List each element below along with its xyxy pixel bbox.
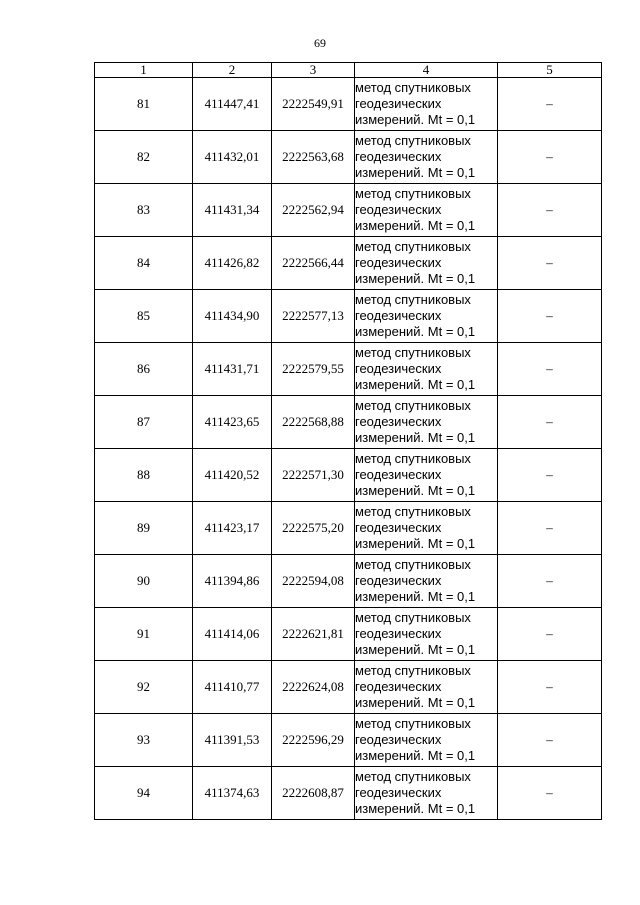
method-line: геодезических: [355, 467, 442, 482]
point-number-cell: 93: [95, 714, 193, 767]
description-cell: –: [498, 714, 602, 767]
method-line: измерений. Mt = 0,1: [355, 165, 476, 180]
method-line: геодезических: [355, 679, 442, 694]
table-body: [95, 78, 602, 820]
description-cell: –: [498, 184, 602, 237]
method-line: геодезических: [355, 149, 442, 164]
table-row: [95, 237, 602, 290]
x-coordinate-cell: 411423,17: [193, 502, 272, 555]
column-header-5: 5: [498, 63, 602, 78]
point-number-cell: 90: [95, 555, 193, 608]
column-header-2: 2: [193, 63, 272, 78]
x-coordinate-cell: 411434,90: [193, 290, 272, 343]
table-row: [95, 78, 602, 131]
point-number-cell: 89: [95, 502, 193, 555]
method-cell: [355, 767, 498, 820]
table-row: [95, 343, 602, 396]
x-coordinate-cell: 411431,34: [193, 184, 272, 237]
method-line: метод спутниковых: [355, 716, 471, 731]
page-number: 69: [314, 36, 326, 50]
method-cell: [355, 502, 498, 555]
table-row: [95, 608, 602, 661]
y-coordinate-cell: 2222571,30: [272, 449, 355, 502]
method-cell: [355, 555, 498, 608]
method-line: геодезических: [355, 732, 442, 747]
method-line: геодезических: [355, 626, 442, 641]
coordinates-table: [94, 62, 602, 820]
point-number-cell: 85: [95, 290, 193, 343]
method-cell: [355, 449, 498, 502]
y-coordinate-cell: 2222577,13: [272, 290, 355, 343]
method-line: измерений. Mt = 0,1: [355, 324, 476, 339]
method-line: метод спутниковых: [355, 610, 471, 625]
y-coordinate-cell: 2222575,20: [272, 502, 355, 555]
x-coordinate-cell: 411410,77: [193, 661, 272, 714]
method-line: метод спутниковых: [355, 398, 471, 413]
y-coordinate-cell: 2222566,44: [272, 237, 355, 290]
x-coordinate-cell: 411431,71: [193, 343, 272, 396]
method-cell: [355, 290, 498, 343]
method-line: измерений. Mt = 0,1: [355, 271, 476, 286]
x-coordinate-cell: 411374,63: [193, 767, 272, 820]
method-line: геодезических: [355, 573, 442, 588]
method-line: геодезических: [355, 414, 442, 429]
y-coordinate-cell: 2222594,08: [272, 555, 355, 608]
point-number-cell: 94: [95, 767, 193, 820]
x-coordinate-cell: 411423,65: [193, 396, 272, 449]
method-cell: [355, 78, 498, 131]
method-line: метод спутниковых: [355, 557, 471, 572]
description-cell: –: [498, 661, 602, 714]
point-number-cell: 92: [95, 661, 193, 714]
x-coordinate-cell: 411391,53: [193, 714, 272, 767]
description-cell: –: [498, 449, 602, 502]
table-row: [95, 396, 602, 449]
method-line: геодезических: [355, 255, 442, 270]
method-cell: [355, 661, 498, 714]
column-header-4: 4: [355, 63, 498, 78]
method-cell: [355, 608, 498, 661]
method-line: геодезических: [355, 361, 442, 376]
y-coordinate-cell: 2222568,88: [272, 396, 355, 449]
method-line: метод спутниковых: [355, 504, 471, 519]
method-cell: [355, 396, 498, 449]
point-number-cell: 82: [95, 131, 193, 184]
method-line: геодезических: [355, 96, 442, 111]
method-cell: [355, 343, 498, 396]
method-line: измерений. Mt = 0,1: [355, 483, 476, 498]
description-cell: –: [498, 396, 602, 449]
x-coordinate-cell: 411394,86: [193, 555, 272, 608]
description-cell: –: [498, 502, 602, 555]
method-line: измерений. Mt = 0,1: [355, 642, 476, 657]
table-row: [95, 767, 602, 820]
description-cell: –: [498, 131, 602, 184]
x-coordinate-cell: 411447,41: [193, 78, 272, 131]
method-line: измерений. Mt = 0,1: [355, 377, 476, 392]
point-number-cell: 87: [95, 396, 193, 449]
method-line: измерений. Mt = 0,1: [355, 536, 476, 551]
y-coordinate-cell: 2222579,55: [272, 343, 355, 396]
point-number-cell: 83: [95, 184, 193, 237]
table-row: [95, 449, 602, 502]
column-header-1: 1: [95, 63, 193, 78]
method-line: измерений. Mt = 0,1: [355, 695, 476, 710]
y-coordinate-cell: 2222624,08: [272, 661, 355, 714]
method-cell: [355, 131, 498, 184]
y-coordinate-cell: 2222608,87: [272, 767, 355, 820]
method-line: измерений. Mt = 0,1: [355, 218, 476, 233]
y-coordinate-cell: 2222562,94: [272, 184, 355, 237]
method-line: метод спутниковых: [355, 186, 471, 201]
x-coordinate-cell: 411420,52: [193, 449, 272, 502]
method-line: метод спутниковых: [355, 663, 471, 678]
column-header-3: 3: [272, 63, 355, 78]
table-header-row: [95, 63, 602, 78]
method-line: метод спутниковых: [355, 80, 471, 95]
x-coordinate-cell: 411426,82: [193, 237, 272, 290]
method-line: измерений. Mt = 0,1: [355, 430, 476, 445]
method-line: измерений. Mt = 0,1: [355, 112, 476, 127]
description-cell: –: [498, 767, 602, 820]
description-cell: –: [498, 237, 602, 290]
description-cell: –: [498, 343, 602, 396]
method-line: метод спутниковых: [355, 345, 471, 360]
point-number-cell: 81: [95, 78, 193, 131]
method-cell: [355, 714, 498, 767]
method-line: геодезических: [355, 520, 442, 535]
y-coordinate-cell: 2222563,68: [272, 131, 355, 184]
description-cell: –: [498, 78, 602, 131]
table-row: [95, 290, 602, 343]
point-number-cell: 86: [95, 343, 193, 396]
table-row: [95, 661, 602, 714]
point-number-cell: 91: [95, 608, 193, 661]
method-line: метод спутниковых: [355, 292, 471, 307]
table-row: [95, 184, 602, 237]
y-coordinate-cell: 2222596,29: [272, 714, 355, 767]
description-cell: –: [498, 608, 602, 661]
method-line: геодезических: [355, 785, 442, 800]
x-coordinate-cell: 411414,06: [193, 608, 272, 661]
method-line: метод спутниковых: [355, 133, 471, 148]
table-row: [95, 555, 602, 608]
method-line: геодезических: [355, 202, 442, 217]
method-line: измерений. Mt = 0,1: [355, 748, 476, 763]
point-number-cell: 88: [95, 449, 193, 502]
y-coordinate-cell: 2222549,91: [272, 78, 355, 131]
method-line: измерений. Mt = 0,1: [355, 801, 476, 816]
description-cell: –: [498, 290, 602, 343]
method-line: метод спутниковых: [355, 769, 471, 784]
method-cell: [355, 237, 498, 290]
x-coordinate-cell: 411432,01: [193, 131, 272, 184]
table-row: [95, 502, 602, 555]
method-line: измерений. Mt = 0,1: [355, 589, 476, 604]
table-row: [95, 131, 602, 184]
method-line: метод спутниковых: [355, 239, 471, 254]
y-coordinate-cell: 2222621,81: [272, 608, 355, 661]
method-cell: [355, 184, 498, 237]
point-number-cell: 84: [95, 237, 193, 290]
description-cell: –: [498, 555, 602, 608]
method-line: геодезических: [355, 308, 442, 323]
table-row: [95, 714, 602, 767]
method-line: метод спутниковых: [355, 451, 471, 466]
